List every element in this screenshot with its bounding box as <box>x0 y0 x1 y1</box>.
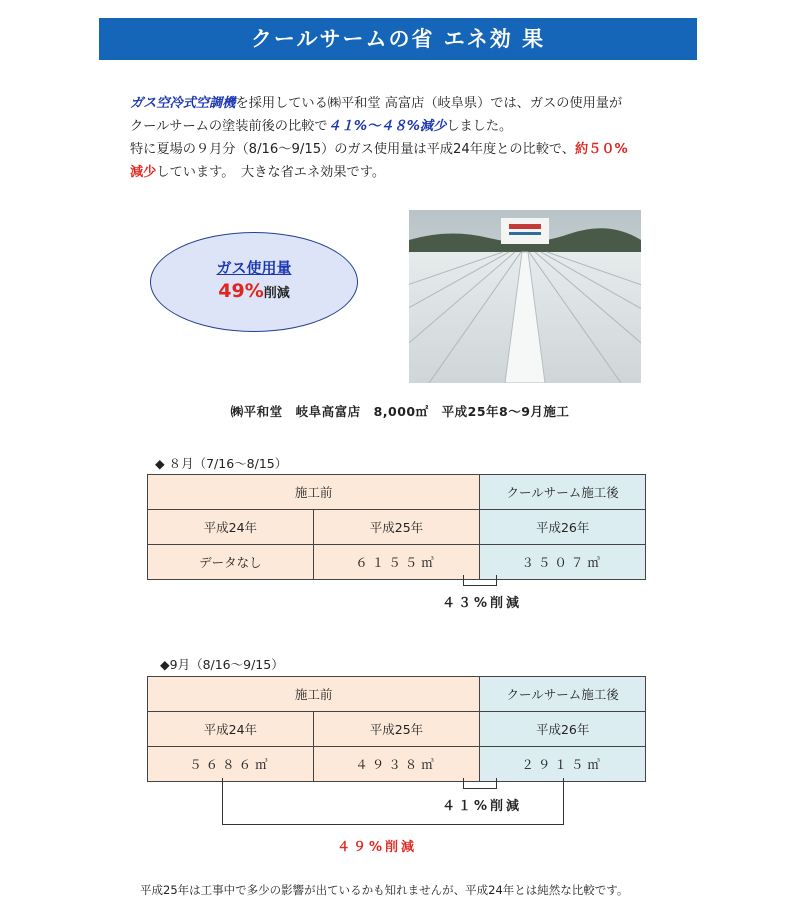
callout-suffix: 削減 <box>263 286 290 301</box>
august-value-h24: データなし <box>148 545 314 580</box>
page-title: クールサームの省 エネ効 果 <box>99 18 697 60</box>
september-before-header: 施工前 <box>148 677 480 712</box>
september-after-header: クールサーム施工後 <box>480 677 646 712</box>
intro-line4: しています。 大きな省エネ効果です。 <box>156 165 386 180</box>
photo-caption: ㈱平和堂 岐阜高富店 8,000㎡ 平成25年8～9月施工 <box>230 404 570 419</box>
callout-percent: 49% <box>218 280 264 302</box>
intro-text <box>130 92 700 184</box>
september-year-h24: 平成24年 <box>148 712 314 747</box>
roof-photo <box>409 210 641 383</box>
august-year-h24: 平成24年 <box>148 510 314 545</box>
august-before-header: 施工前 <box>148 475 480 510</box>
august-table <box>147 474 646 580</box>
august-value-h25: ６１５５㎥ <box>313 545 480 580</box>
intro-highlight-range: ４１%～４８%減少 <box>327 119 447 134</box>
september-value-h26: ２９１５㎥ <box>480 747 646 782</box>
callout-label: ガス使用量 <box>216 259 292 277</box>
intro-line2-end: しました。 <box>446 119 513 134</box>
august-value-h26: ３５０７㎥ <box>480 545 646 580</box>
august-year-h26: 平成26年 <box>480 510 646 545</box>
intro-highlight-50: 約５０% <box>575 142 628 157</box>
intro-line2: クールサームの塗装前後の比較で <box>130 119 328 134</box>
intro-line3: 特に夏場の９月分（8/16～9/15）のガス使用量は平成24年度との比較で、 <box>130 142 575 157</box>
september-year-h25: 平成25年 <box>313 712 480 747</box>
gas-usage-callout <box>150 232 358 332</box>
september-reduction: ４１%削減 <box>442 799 523 814</box>
september-value-h25: ４９３８㎥ <box>313 747 480 782</box>
august-reduction: ４３%削減 <box>442 596 523 611</box>
intro-highlight-decrease: 減少 <box>130 165 157 180</box>
september-heading: ◆9月（8/16～9/15） <box>160 657 284 672</box>
august-after-header: クールサーム施工後 <box>480 475 646 510</box>
september-total-reduction: ４９%削減 <box>337 840 418 855</box>
september-value-h24: ５６８６㎥ <box>148 747 314 782</box>
august-heading: ◆ ８月（7/16～8/15） <box>155 456 288 471</box>
august-year-h25: 平成25年 <box>313 510 480 545</box>
footer-note: 平成25年は工事中で多少の影響が出ているかも知れませんが、平成24年とは純然な比較です。 <box>140 883 629 897</box>
september-year-h26: 平成26年 <box>480 712 646 747</box>
intro-highlight-system: ガス空冷式空調機 <box>130 96 236 111</box>
intro-line1: を採用している㈱平和堂 高富店（岐阜県）では、ガスの使用量が <box>235 96 623 111</box>
september-table <box>147 676 646 782</box>
september-total-bracket <box>222 778 564 825</box>
august-reduction-bracket <box>463 575 497 586</box>
